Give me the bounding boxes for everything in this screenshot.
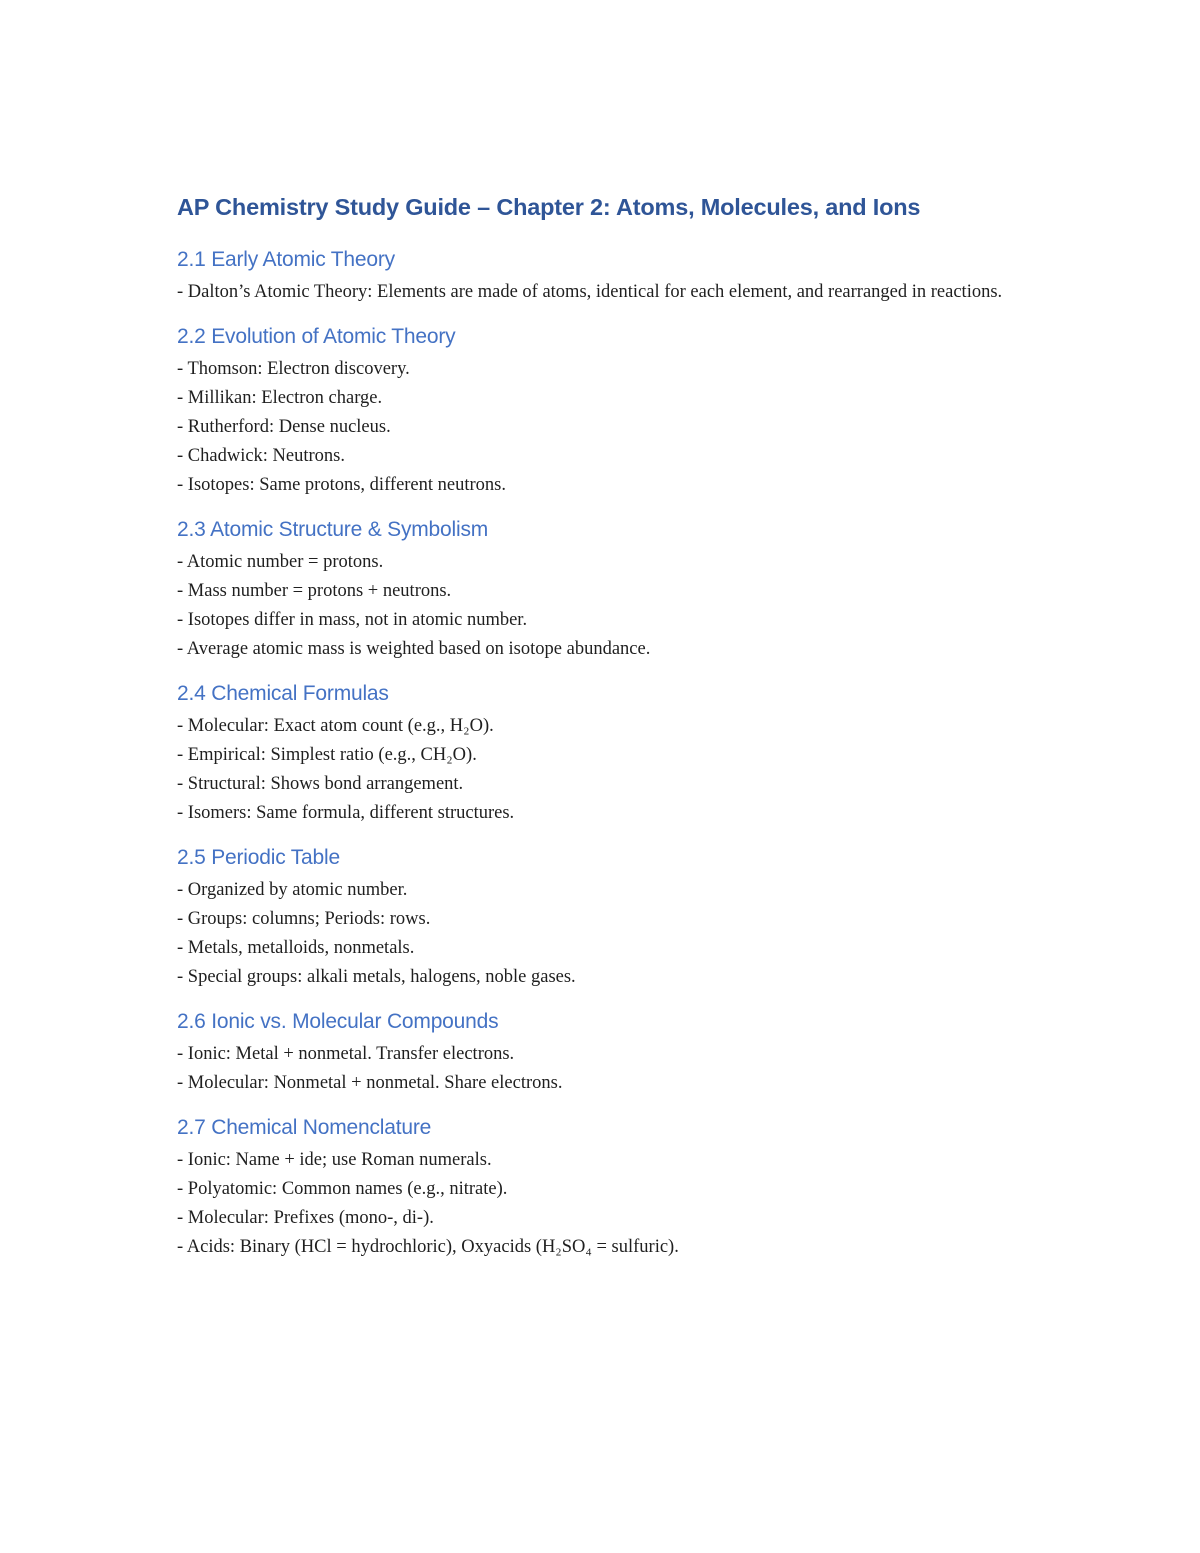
section xyxy=(177,514,1037,664)
bullet-line: - Dalton’s Atomic Theory: Elements are made of atoms, identical for each element, and rearranged in reactions. xyxy=(177,282,1003,302)
section xyxy=(177,1112,1037,1262)
bullet-line: - Average atomic mass is weighted based on isotope abundance. xyxy=(177,639,651,659)
bullet-line: - Isomers: Same formula, different structures. xyxy=(177,803,515,823)
section xyxy=(177,678,1037,828)
bullet-line: - Special groups: alkali metals, halogens, noble gases. xyxy=(177,967,576,987)
document-content xyxy=(177,190,1037,1276)
bullet-line: - Mass number = protons + neutrons. xyxy=(177,581,452,601)
bullet-line: - Ionic: Metal + nonmetal. Transfer electrons. xyxy=(177,1044,515,1064)
bullet-line: - Polyatomic: Common names (e.g., nitrate). xyxy=(177,1179,508,1199)
section-body-list xyxy=(177,876,1037,992)
section-body-list xyxy=(177,355,1037,500)
bullet-line: - Thomson: Electron discovery. xyxy=(177,359,410,379)
section-heading: 2.3 Atomic Structure & Symbolism xyxy=(177,518,489,541)
bullet-line: - Organized by atomic number. xyxy=(177,880,408,900)
section-body-list xyxy=(177,278,1037,307)
bullet-line: - Empirical: Simplest ratio (e.g., CH₂O). xyxy=(177,745,477,765)
section-heading: 2.1 Early Atomic Theory xyxy=(177,248,395,271)
section-body-list xyxy=(177,1040,1037,1098)
bullet-line: - Groups: columns; Periods: rows. xyxy=(177,909,431,929)
section-heading: 2.6 Ionic vs. Molecular Compounds xyxy=(177,1010,499,1033)
sections-container xyxy=(177,244,1037,1262)
section-heading: 2.2 Evolution of Atomic Theory xyxy=(177,325,456,348)
section-body-list xyxy=(177,548,1037,664)
bullet-line: - Atomic number = protons. xyxy=(177,552,384,572)
section-heading: 2.5 Periodic Table xyxy=(177,846,340,869)
section xyxy=(177,321,1037,500)
bullet-line: - Molecular: Prefixes (mono-, di-). xyxy=(177,1208,434,1228)
section-body-list xyxy=(177,1146,1037,1262)
document-title: AP Chemistry Study Guide – Chapter 2: Atoms, Molecules, and Ions xyxy=(177,194,921,220)
section xyxy=(177,842,1037,992)
bullet-line: - Metals, metalloids, nonmetals. xyxy=(177,938,415,958)
bullet-line: - Isotopes: Same protons, different neutrons. xyxy=(177,475,506,495)
bullet-line: - Structural: Shows bond arrangement. xyxy=(177,774,464,794)
bullet-line: - Millikan: Electron charge. xyxy=(177,388,383,408)
section xyxy=(177,1006,1037,1098)
section-body-list xyxy=(177,712,1037,828)
bullet-line: - Acids: Binary (HCl = hydrochloric), Oxyacids (H₂SO₄ = sulfuric). xyxy=(177,1237,679,1257)
bullet-line: - Isotopes differ in mass, not in atomic number. xyxy=(177,610,528,630)
bullet-line: - Chadwick: Neutrons. xyxy=(177,446,346,466)
bullet-line: - Molecular: Nonmetal + nonmetal. Share electrons. xyxy=(177,1073,563,1093)
section-heading: 2.4 Chemical Formulas xyxy=(177,682,389,705)
bullet-line: - Molecular: Exact atom count (e.g., H₂O). xyxy=(177,716,494,736)
bullet-line: - Ionic: Name + ide; use Roman numerals. xyxy=(177,1150,492,1170)
section xyxy=(177,244,1037,307)
section-heading: 2.7 Chemical Nomenclature xyxy=(177,1116,432,1139)
bullet-line: - Rutherford: Dense nucleus. xyxy=(177,417,391,437)
